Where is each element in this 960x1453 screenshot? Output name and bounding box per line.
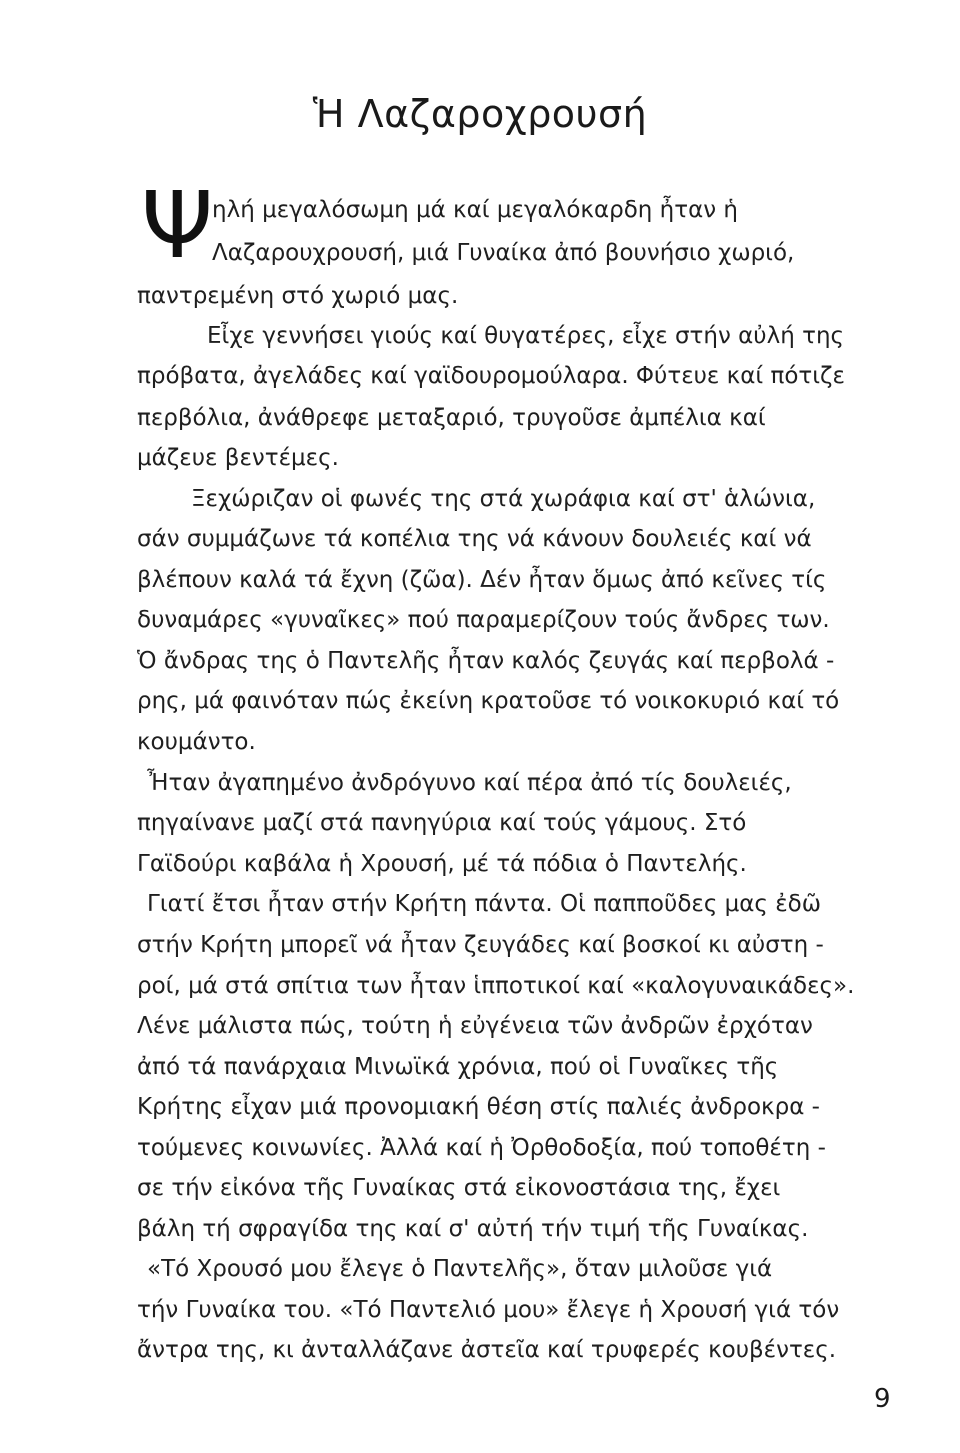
text-line: ρης, μά φαινόταν πώς ἐκείνη κρατοῦσε τό νοικοκυριό καί τό (137, 688, 840, 714)
text-line: Γαϊδούρι καβάλα ἡ Χρουσή, μέ τά πόδια ὁ Παντελής. (137, 851, 747, 877)
text-line: «Τό Χρουσό μου ἔλεγε ὁ Παντελῆς», ὅταν μιλοῦσε γιά (147, 1256, 773, 1282)
text-line: μάζευε βεντέμες. (137, 445, 339, 471)
text-line: πηγαίνανε μαζί στά πανηγύρια καί τούς γάμους. Στό (137, 810, 747, 836)
text-line: ηλή μεγαλόσωμη μά καί μεγαλόκαρδη ἦταν ἡ (212, 197, 738, 223)
text-line: δυναμάρες «γυναῖκες» πού παραμερίζουν τούς ἄνδρες των. (137, 607, 830, 633)
text-line: Λένε μάλιστα πώς, τούτη ἡ εὐγένεια τῶν ἀνδρῶν ἐρχόταν (137, 1013, 813, 1039)
drop-cap-letter: Ψ (141, 172, 214, 279)
text-line: Ἦταν ἀγαπημένο ἀνδρόγυνο καί πέρα ἀπό τίς δουλειές, (147, 770, 792, 796)
chapter-title: Ἡ Λαζαροχρουσή (312, 92, 648, 136)
page-number: 9 (874, 1384, 891, 1414)
text-line: τούμενες κοινωνίες. Ἀλλά καί ἡ Ὀρθοδοξία, πού τοποθέτη - (137, 1135, 826, 1161)
text-line: στήν Κρήτη μπορεῖ νά ἦταν ζευγάδες καί βοσκοί κι αὐστη - (137, 932, 824, 958)
text-line: Γιατί ἔτσι ἦταν στήν Κρήτη πάντα. Οἱ παπποῦδες μας ἐδῶ (147, 891, 821, 917)
text-line: βλέπουν καλά τά ἔχνη (ζῶα). Δέν ἦταν ὅμως ἀπό κεῖνες τίς (137, 567, 827, 593)
text-line: βάλη τή σφραγίδα της καί σ' αὐτή τήν τιμή τῆς Γυναίκας. (137, 1216, 809, 1242)
text-line: περβόλια, ἀνάθρεφε μεταξαριό, τρυγοῦσε ἀμπέλια καί (137, 405, 766, 431)
text-line: ἀπό τά πανάρχαια Μινωϊκά χρόνια, πού οἱ Γυναῖκες τῆς (137, 1054, 779, 1080)
text-line: Εἶχε γεννήσει γιούς καί θυγατέρες, εἶχε στήν αὐλή της (207, 323, 845, 349)
text-line: ἄντρα της, κι ἀνταλλάζανε ἀστεῖα καί τρυφερές κουβέντες. (137, 1337, 837, 1363)
text-line: Ξεχώριζαν οἱ φωνές της στά χωράφια καί στ' ἁλώνια, (191, 486, 816, 512)
text-line: σε τήν εἰκόνα τῆς Γυναίκας στά εἰκονοστάσια της, ἔχει (137, 1175, 781, 1201)
text-line: πρόβατα, ἀγελάδες καί γαϊδουρομούλαρα. Φύτευε καί πότιζε (137, 363, 845, 389)
text-line: τήν Γυναίκα του. «Τό Παντελιό μου» ἔλεγε ἡ Χρουσή γιά τόν (137, 1297, 840, 1323)
text-line: Λαζαρουχρουσή, μιά Γυναίκα ἀπό βουνήσιο χωριό, (212, 240, 795, 266)
text-line: ροί, μά στά σπίτια των ἦταν ἱπποτικοί καί «καλογυναικάδες». (137, 973, 855, 999)
text-line: σάν συμμάζωνε τά κοπέλια της νά κάνουν δουλειές καί νά (137, 526, 812, 552)
text-line: παντρεμένη στό χωριό μας. (137, 283, 459, 309)
text-line: Κρήτης εἶχαν μιά προνομιακή θέση στίς παλιές ἀνδροκρα - (137, 1094, 820, 1120)
text-line: Ὁ ἄνδρας της ὁ Παντελῆς ἦταν καλός ζευγάς καί περβολά - (137, 648, 835, 674)
text-line: κουμάντο. (137, 729, 256, 755)
